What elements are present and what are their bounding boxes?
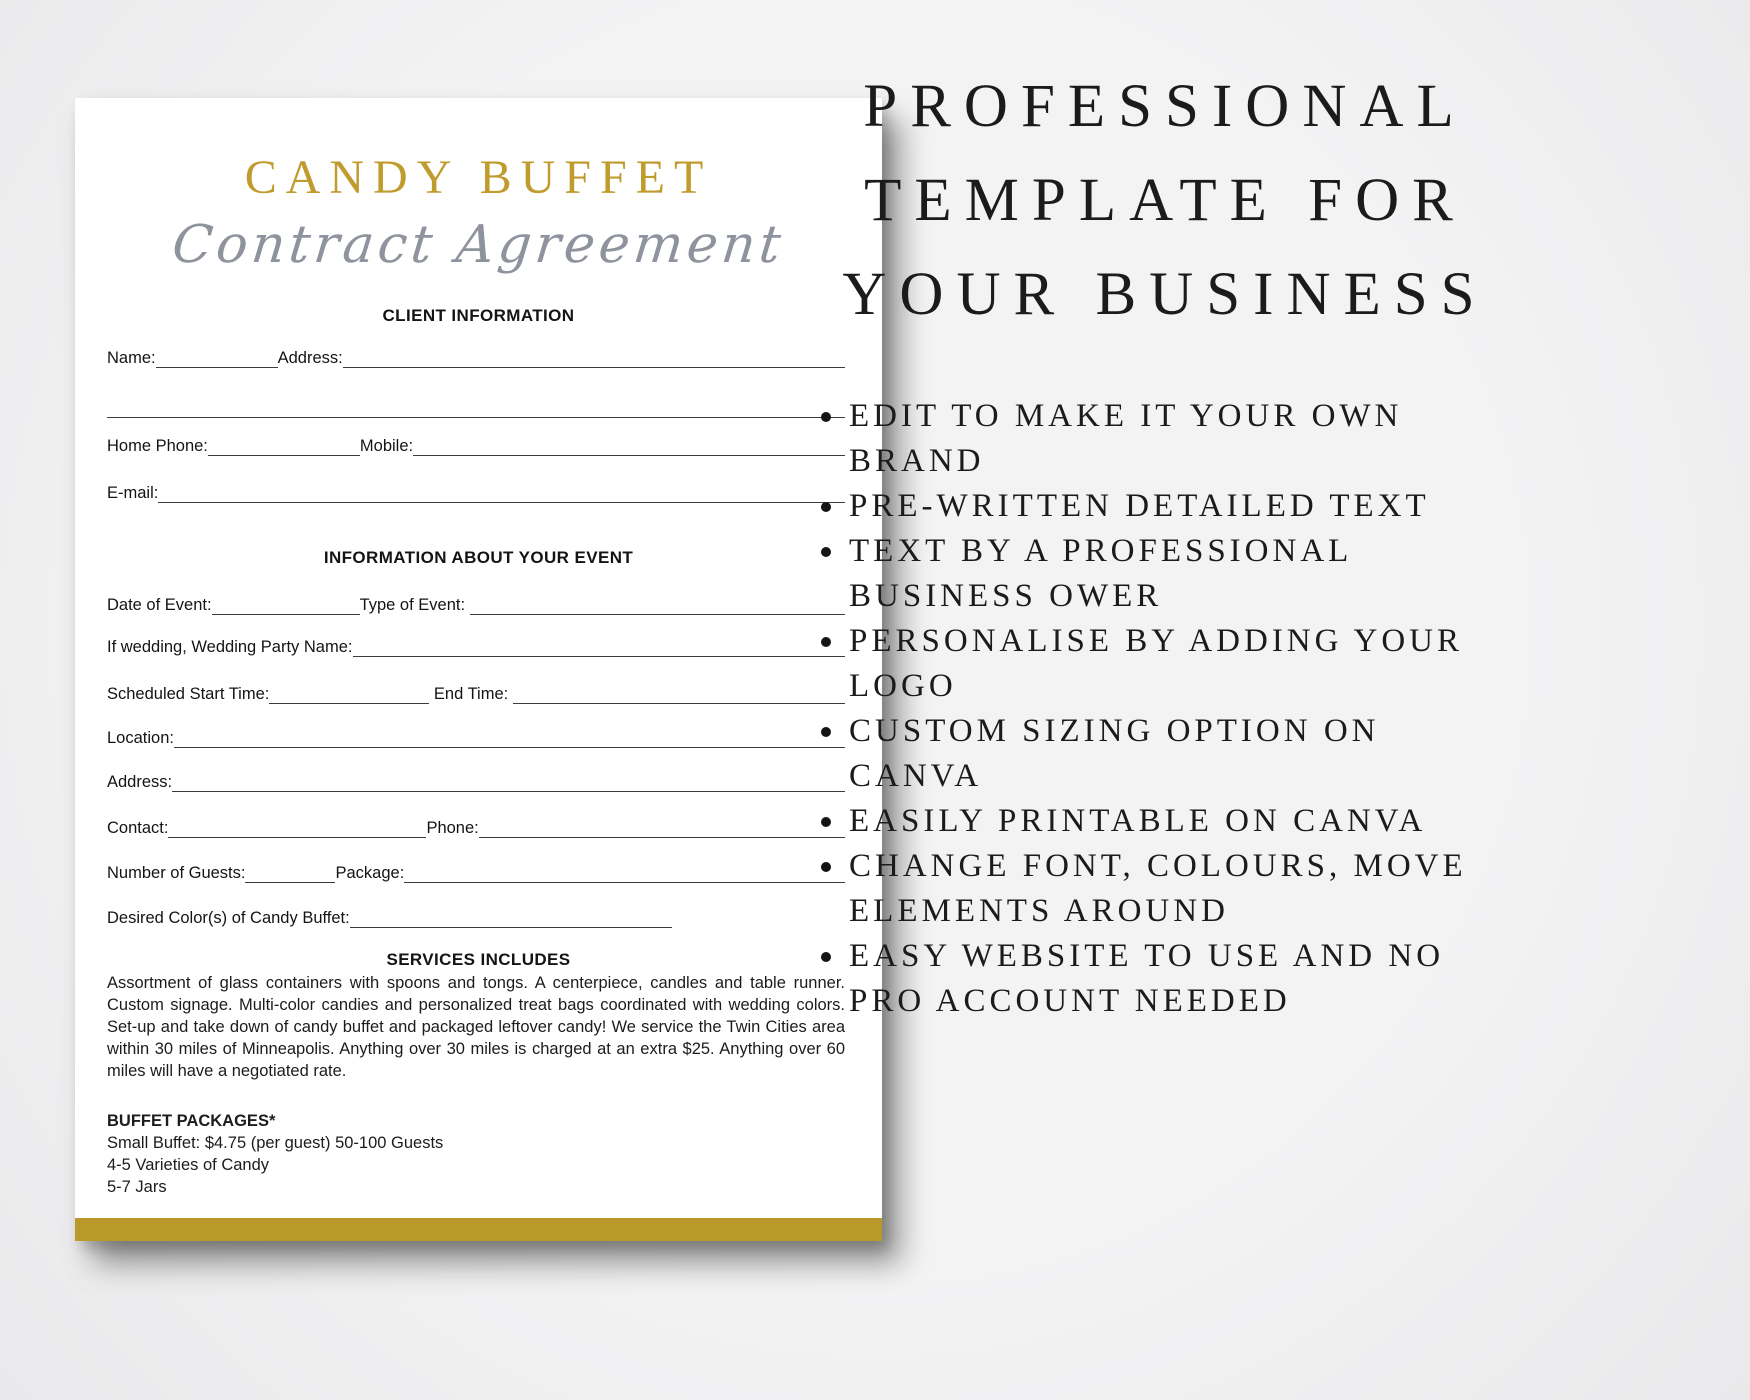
promo-heading xyxy=(815,60,1515,342)
package-line-small-buffet: Small Buffet: $4.75 (per guest) 50-100 Guests xyxy=(107,1134,444,1152)
address-continued-line xyxy=(107,398,845,418)
buffet-packages-block xyxy=(107,1110,845,1198)
document-subtitle: Contract Agreement xyxy=(169,215,788,275)
promo-bullet-item xyxy=(815,619,1475,709)
wedding-party-field-line xyxy=(353,637,846,657)
desired-colors-label: Desired Color(s) of Candy Buffet: xyxy=(107,909,350,927)
guests-field-line xyxy=(245,863,335,883)
end-time-label: End Time: xyxy=(429,685,513,703)
row-start-end-time xyxy=(107,682,845,704)
location-field-line xyxy=(174,728,845,748)
footer-accent-bar xyxy=(75,1218,882,1241)
mobile-label: Mobile: xyxy=(359,437,414,455)
event-info-heading: INFORMATION ABOUT YOUR EVENT xyxy=(323,548,634,567)
promo-bullet-item xyxy=(815,394,1475,484)
row-event-address xyxy=(107,770,845,792)
type-of-event-label: Type of Event: xyxy=(359,596,470,614)
address-field-line xyxy=(343,348,845,368)
promo-bullet-text: PERSONALISE BY ADDING YOUR LOGO xyxy=(849,623,1464,704)
promo-bullet-text: EDIT TO MAKE IT YOUR OWN BRAND xyxy=(849,398,1403,479)
promo-bullet-item xyxy=(815,709,1475,799)
services-body: Assortment of glass containers with spoons and tongs. A centerpiece, candles and table runner. Custom signage. Multi-color candies and personalized treat bags coordinated with wedding colors. Set-up and take down of candy buffet and packaged leftover candy! We service the Twin Cities area within 30 miles of Minneapolis. Anything over 30 miles is charged at an extra $25. Anything over 60 miles will have a negotiated rate. xyxy=(107,974,845,1080)
type-field-line xyxy=(470,595,845,615)
row-contact-phone xyxy=(107,816,845,838)
mobile-field-line xyxy=(413,436,845,456)
promo-bullet-text: EASILY PRINTABLE ON CANVA xyxy=(849,803,1427,839)
event-address-label: Address: xyxy=(107,773,173,791)
promo-bullet-text: CUSTOM SIZING OPTION ON CANVA xyxy=(849,713,1380,794)
name-field-line xyxy=(156,348,278,368)
bullet-icon xyxy=(821,952,831,962)
promo-bullet-text: EASY WEBSITE TO USE AND NO PRO ACCOUNT NEEDED xyxy=(849,938,1445,1019)
promo-bullet-item xyxy=(815,484,1475,529)
promo-bullet-text: PRE-WRITTEN DETAILED TEXT xyxy=(849,488,1430,524)
phone-label: Phone: xyxy=(426,819,479,837)
row-desired-colors xyxy=(107,906,845,928)
phone-field-line xyxy=(479,818,845,838)
date-field-line xyxy=(212,595,360,615)
bullet-icon xyxy=(821,727,831,737)
email-label: E-mail: xyxy=(107,484,159,502)
client-info-heading: CLIENT INFORMATION xyxy=(382,306,575,325)
bullet-icon xyxy=(821,502,831,512)
document-title: CANDY BUFFET xyxy=(244,151,713,204)
package-line-varieties: 4-5 Varieties of Candy xyxy=(107,1156,270,1174)
home-phone-label: Home Phone: xyxy=(107,437,208,455)
contact-label: Contact: xyxy=(107,819,169,837)
row-wedding-party xyxy=(107,635,845,657)
promo-heading-line-3: YOUR BUSINESS xyxy=(842,261,1488,328)
start-time-field-line xyxy=(269,684,429,704)
services-heading: SERVICES INCLUDES xyxy=(386,950,571,969)
location-label: Location: xyxy=(107,729,174,747)
contact-field-line xyxy=(168,818,426,838)
email-field-line xyxy=(158,483,845,503)
promo-bullet-item xyxy=(815,934,1475,1024)
package-line-jars: 5-7 Jars xyxy=(107,1178,167,1196)
bullet-icon xyxy=(821,862,831,872)
address-label: Address: xyxy=(277,349,343,367)
home-phone-field-line xyxy=(208,436,360,456)
row-guests-package xyxy=(107,861,845,883)
package-label: Package: xyxy=(335,864,405,882)
row-email xyxy=(107,481,845,503)
end-time-field-line xyxy=(513,684,845,704)
guests-label: Number of Guests: xyxy=(107,864,246,882)
bullet-icon xyxy=(821,547,831,557)
date-of-event-label: Date of Event: xyxy=(107,596,212,614)
promo-heading-line-2: TEMPLATE FOR xyxy=(864,167,1466,234)
event-address-field-line xyxy=(172,772,845,792)
promo-bullet-text: TEXT BY A PROFESSIONAL BUSINESS OWER xyxy=(849,533,1352,614)
buffet-packages-heading: BUFFET PACKAGES* xyxy=(107,1112,276,1130)
package-field-line xyxy=(404,863,845,883)
promo-bullet-text: CHANGE FONT, COLOURS, MOVE ELEMENTS AROUND xyxy=(849,848,1467,929)
bullet-icon xyxy=(821,637,831,647)
promo-bullet-item xyxy=(815,529,1475,619)
promo-bullet-list xyxy=(815,394,1475,1024)
start-time-label: Scheduled Start Time: xyxy=(107,685,270,703)
promo-heading-line-1: PROFESSIONAL xyxy=(863,73,1467,140)
row-address-continued xyxy=(107,396,845,418)
row-name-address xyxy=(107,346,845,368)
bullet-icon xyxy=(821,817,831,827)
promo-bullet-item xyxy=(815,844,1475,934)
name-label: Name: xyxy=(107,349,156,367)
wedding-party-label: If wedding, Wedding Party Name: xyxy=(107,638,353,656)
row-location xyxy=(107,726,845,748)
promo-panel xyxy=(815,60,1515,1024)
contract-document xyxy=(75,98,882,1241)
desired-colors-field-line xyxy=(350,908,672,928)
bullet-icon xyxy=(821,412,831,422)
row-phone-mobile xyxy=(107,434,845,456)
promo-bullet-item xyxy=(815,799,1475,844)
row-date-type xyxy=(107,593,845,615)
